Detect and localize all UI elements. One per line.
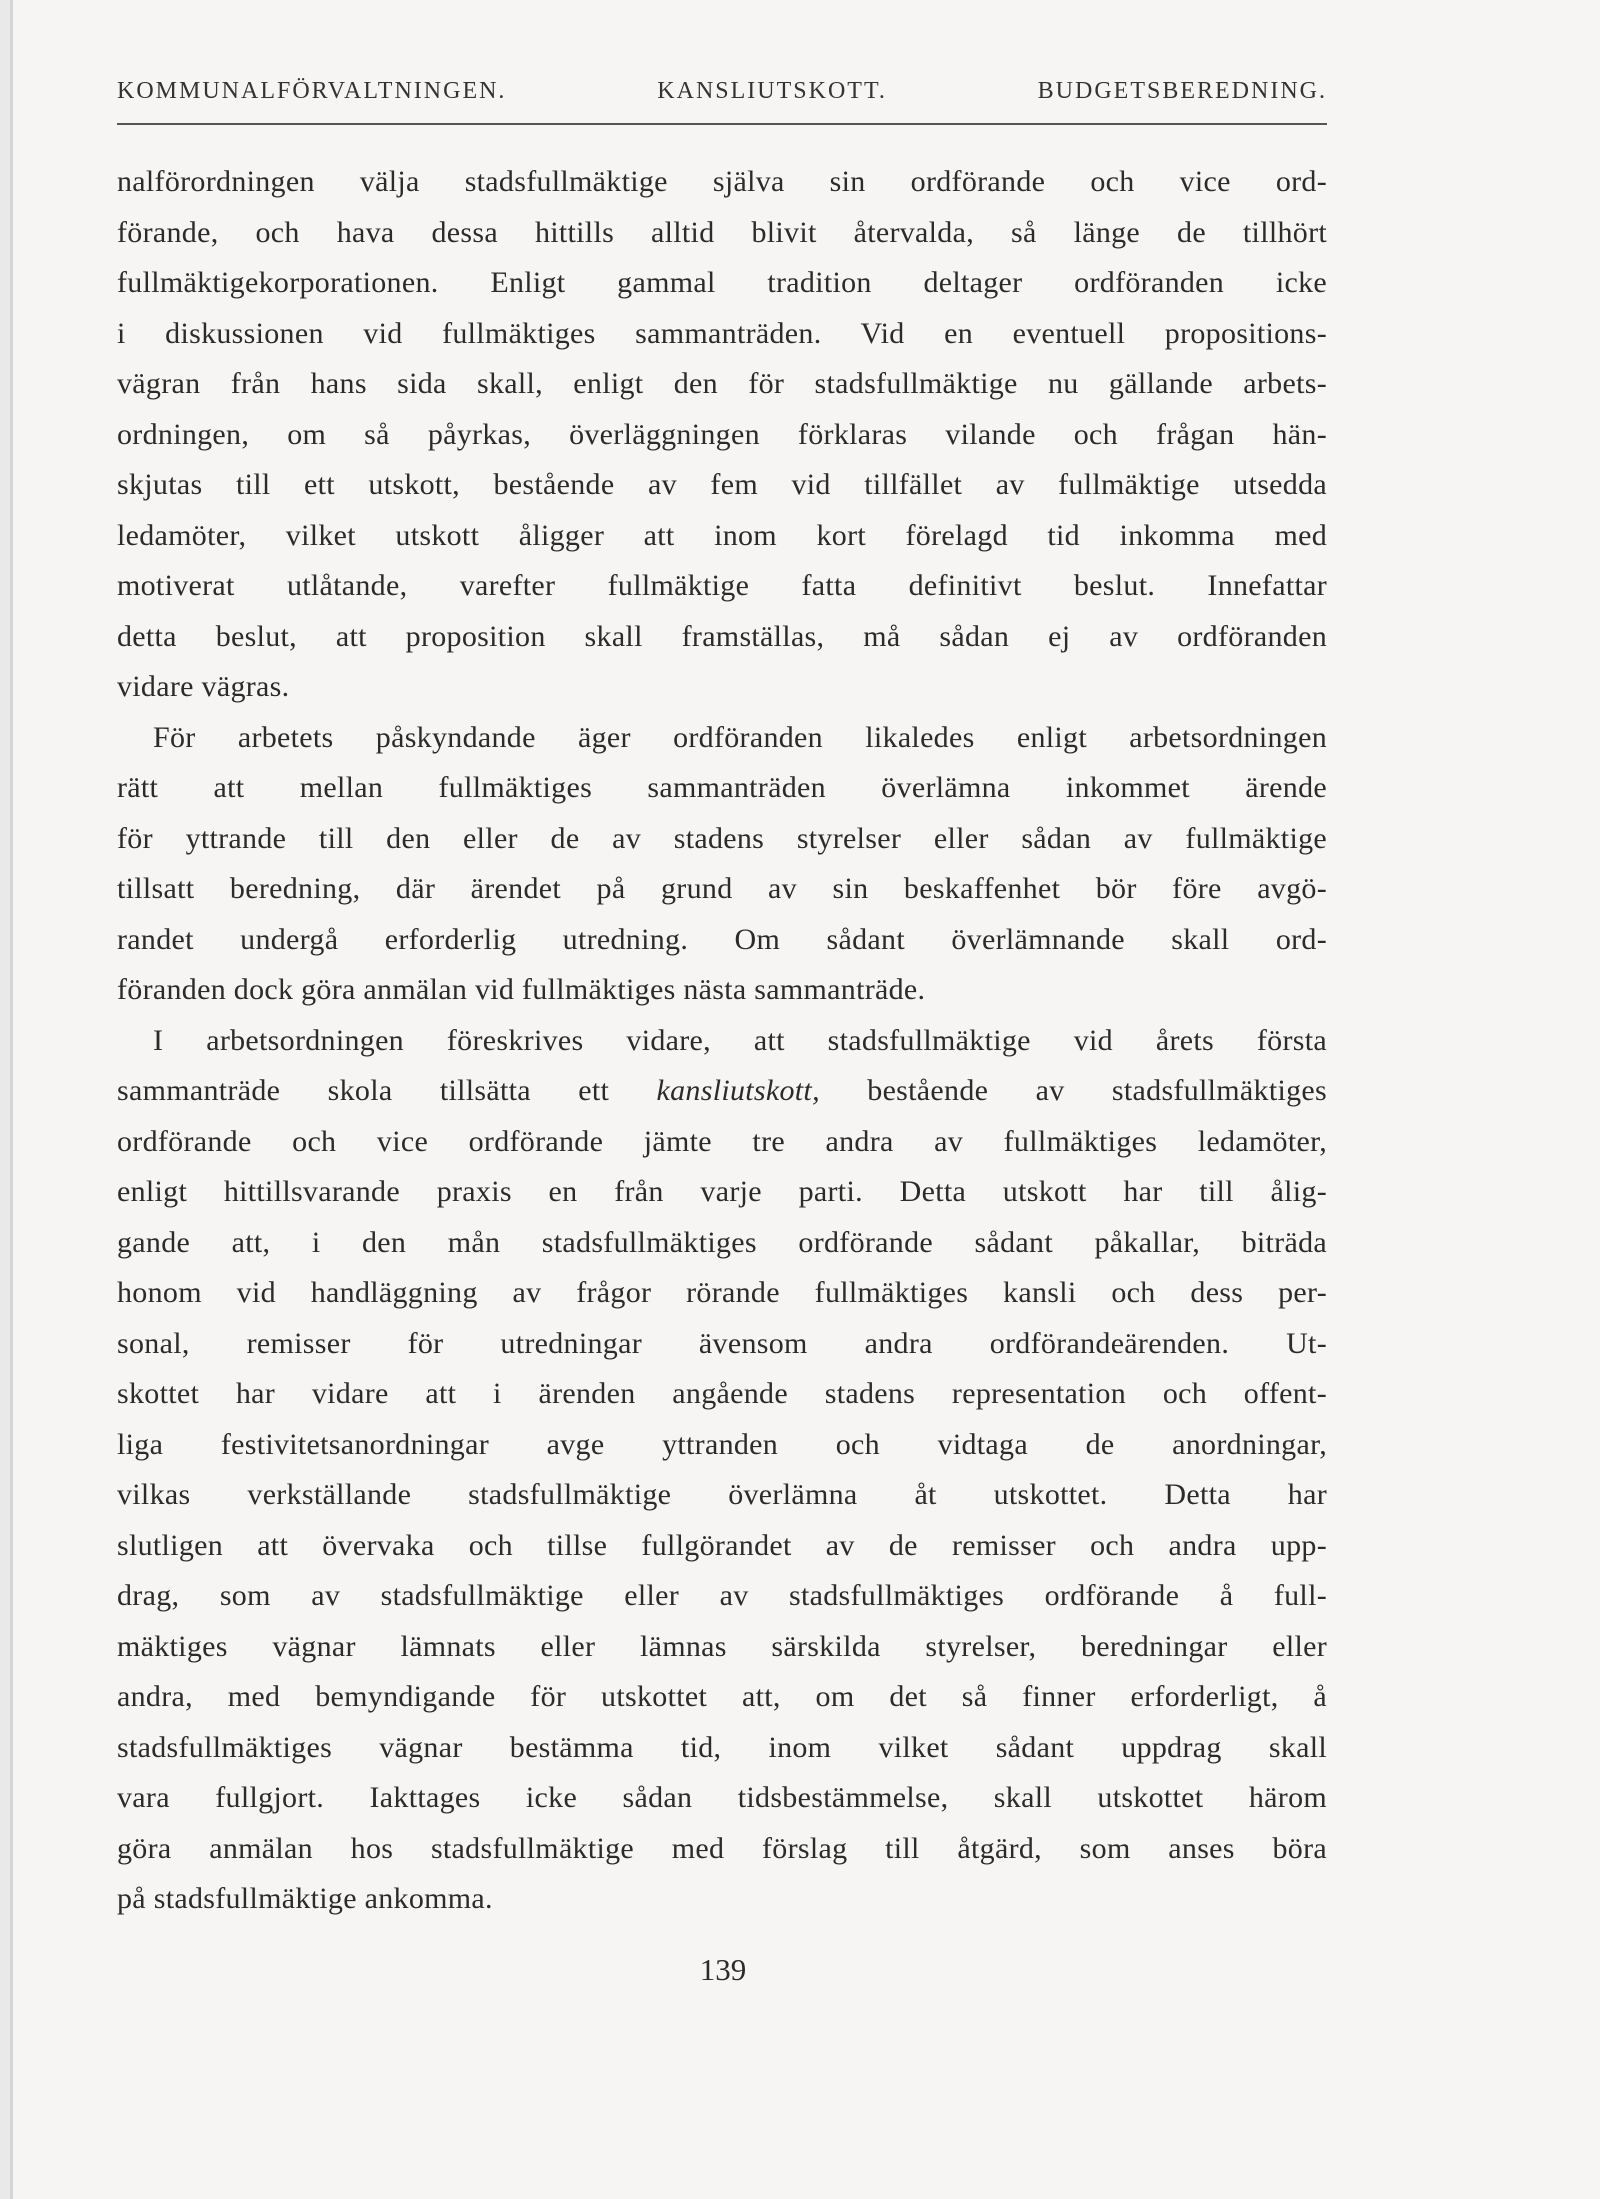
text-line: vidare vägras.	[117, 670, 290, 703]
running-head	[117, 78, 1327, 105]
text-line: I arbetsordningen föreskrives vidare, att stadsfullmäktige vid årets första	[153, 1023, 1327, 1057]
text-line: fullmäktigekorporationen. Enligt gammal tradition deltager ordföranden icke	[117, 266, 1327, 299]
text-line: honom vid handläggning av frågor rörande fullmäktiges kansli och dess per-	[117, 1276, 1327, 1309]
text-line: ledamöter, vilket utskott åligger att inom kort förelagd tid inkomma med	[117, 518, 1327, 552]
text-line: mäktiges vägnar lämnats eller lämnas särskilda styrelser, beredningar eller	[117, 1629, 1327, 1663]
header-rule	[117, 123, 1327, 125]
text-line: slutligen att övervaka och tillse fullgörandet av de remisser och andra upp-	[117, 1528, 1327, 1562]
text-line: skottet har vidare att i ärenden angående stadens representation och offent-	[117, 1377, 1327, 1410]
text-line: För arbetets påskyndande äger ordföranden likaledes enligt arbetsordningen	[153, 720, 1327, 754]
text-line: sonal, remisser för utredningar ävensom andra ordförandeärenden. Ut-	[117, 1326, 1327, 1360]
text-line: enligt hittillsvarande praxis en från varje parti. Detta utskott har till ålig-	[117, 1175, 1327, 1208]
text-line: randet undergå erforderlig utredning. Om sådant överlämnande skall ord-	[117, 922, 1327, 956]
text-line: vilkas verkställande stadsfullmäktige överlämna åt utskottet. Detta har	[117, 1478, 1327, 1511]
page-number: 139	[699, 1952, 747, 1987]
text-line: stadsfullmäktiges vägnar bestämma tid, inom vilket sådant uppdrag skall	[117, 1730, 1327, 1764]
text-line: tillsatt beredning, där ärendet på grund av sin beskaffenhet bör före avgö-	[117, 872, 1327, 905]
italic-term: kansliutskott,	[656, 1074, 820, 1107]
text-line: motiverat utlåtande, varefter fullmäktige fatta definitivt beslut. Innefattar	[117, 569, 1327, 602]
text-line: för yttrande till den eller de av stadens styrelser eller sådan av fullmäktige	[117, 821, 1327, 855]
text-line: rätt att mellan fullmäktiges sammanträden överlämna inkommet ärende	[117, 771, 1327, 804]
text-line: andra, med bemyndigande för utskottet att, om det så finner erforderligt, å	[117, 1680, 1327, 1713]
text-line: göra anmälan hos stadsfullmäktige med förslag till åtgärd, som anses böra	[117, 1831, 1327, 1865]
text-line-with-term	[117, 1066, 1327, 1117]
running-head-center: KANSLIUTSKOTT.	[657, 78, 887, 104]
text-line: nalförordningen välja stadsfullmäktige själva sin ordförande och vice ord-	[117, 165, 1327, 198]
text-line: föranden dock göra anmälan vid fullmäktiges nästa sammanträde.	[117, 973, 926, 1006]
text-line: på stadsfullmäktige ankomma.	[117, 1882, 493, 1915]
text-line: vägran från hans sida skall, enligt den för stadsfullmäktige nu gällande arbets-	[117, 367, 1327, 400]
text-line: detta beslut, att proposition skall framställas, må sådan ej av ordföranden	[117, 619, 1327, 653]
body-text	[117, 157, 1327, 1925]
paragraph-2	[117, 713, 1327, 1016]
book-page	[10, 0, 1600, 2199]
running-head-left: KOMMUNALFÖRVALTNINGEN.	[117, 78, 507, 104]
line-head: sammanträde skola tillsätta ett	[117, 1074, 610, 1107]
text-line: drag, som av stadsfullmäktige eller av stadsfullmäktiges ordförande å full-	[117, 1579, 1327, 1612]
text-line: förande, och hava dessa hittills alltid blivit återvalda, så länge de tillhört	[117, 215, 1327, 249]
text-line: skjutas till ett utskott, bestående av fem vid tillfället av fullmäktige utsedda	[117, 468, 1327, 501]
text-line: vara fullgjort. Iakttages icke sådan tidsbestämmelse, skall utskottet härom	[117, 1781, 1327, 1814]
line-tail: bestående av stadsfullmäktiges	[867, 1074, 1327, 1107]
text-line: i diskussionen vid fullmäktiges sammanträden. Vid en eventuell propositions-	[117, 316, 1327, 350]
text-line: ordförande och vice ordförande jämte tre andra av fullmäktiges ledamöter,	[117, 1124, 1327, 1158]
text-line: ordningen, om så påyrkas, överläggningen förklaras vilande och frågan hän-	[117, 417, 1327, 451]
text-line: gande att, i den mån stadsfullmäktiges ordförande sådant påkallar, biträda	[117, 1225, 1327, 1259]
paragraph-1	[117, 157, 1327, 713]
running-head-right: BUDGETSBEREDNING.	[1037, 78, 1327, 104]
text-line: liga festivitetsanordningar avge yttranden och vidtaga de anordningar,	[117, 1427, 1327, 1461]
paragraph-3	[117, 1016, 1327, 1925]
